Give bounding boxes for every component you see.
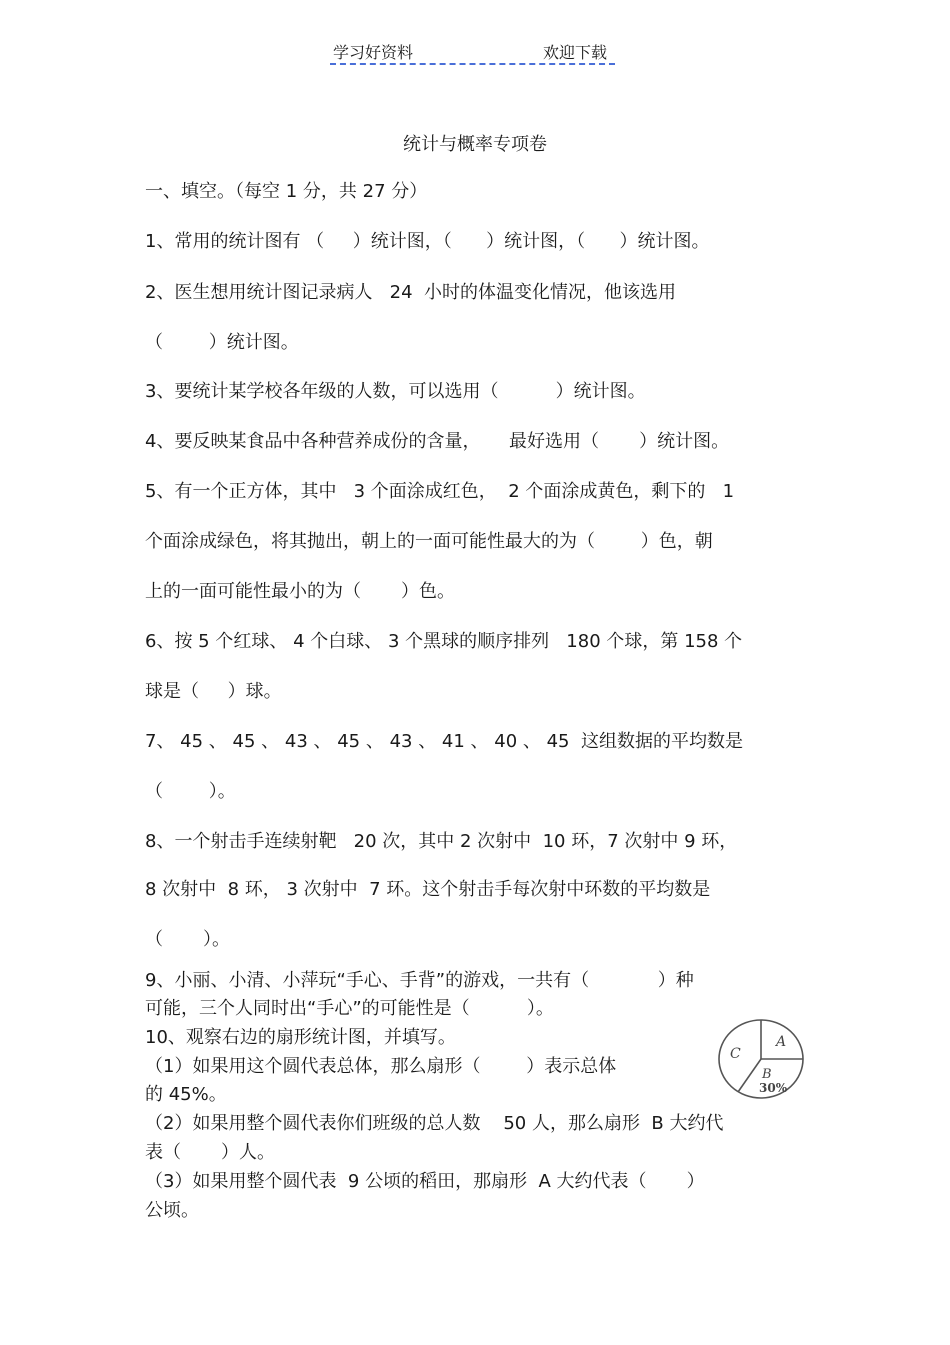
pie-separator-lower (738, 1059, 761, 1092)
question-1: 1、常用的统计图有 （ ）统计图，（ ）统计图，（ ）统计图。 (145, 231, 710, 252)
header-divider (330, 63, 615, 65)
pie-label-b-percent: 30% (759, 1081, 788, 1095)
section-heading: 一、填空。（每空 1 分，共 27 分） (145, 181, 428, 202)
header-right-text: 欢迎下载 (543, 43, 608, 62)
question-6-line-2: 球是（ ）球。 (145, 681, 282, 702)
question-9-line-1: 9、小丽、小清、小萍玩“手心、手背”的游戏，一共有（ ）种 (145, 970, 694, 991)
question-10-part-2-line-1: （2）如果用整个圆代表你们班级的总人数 50 人，那么扇形 B 大约代 (145, 1113, 724, 1134)
question-8-line-3: （ ）。 (145, 929, 231, 950)
question-10-part-1-line-1: （1）如果用这个圆代表总体，那么扇形（ ）表示总体 (145, 1056, 617, 1077)
pie-label-a: A (776, 1034, 787, 1050)
question-10-part-3-line-2: 公顷。 (145, 1200, 199, 1221)
question-9-line-2: 可能，三个人同时出“手心”的可能性是（ ）。 (145, 998, 554, 1019)
question-10-part-1-line-2: 的 45%。 (145, 1084, 227, 1105)
question-7-line-2: （ ）。 (145, 781, 236, 802)
question-3: 3、要统计某学校各年级的人数，可以选用（ ）统计图。 (145, 381, 646, 402)
question-2-line-2: （ ）统计图。 (145, 332, 299, 353)
question-8-line-2: 8 次射中 8 环， 3 次射中 7 环。这个射击手每次射中环数的平均数是 (145, 879, 711, 900)
question-5-line-3: 上的一面可能性最小的为（ ）色。 (145, 581, 456, 602)
question-10-part-3-line-1: （3）如果用整个圆代表 9 公顷的稻田，那扇形 A 大约代表（ ） (145, 1171, 705, 1192)
question-10-part-2-line-2: 表（ ）人。 (145, 1142, 276, 1163)
question-7-line-1: 7、 45 、 45 、 43 、 45 、 43 、 41 、 40 、 45 这组数据的平均数是 (145, 731, 743, 752)
page-title: 统计与概率专项卷 (403, 134, 547, 155)
header-left-text: 学习好资料 (333, 43, 414, 62)
pie-label-b: B (762, 1067, 772, 1082)
pie-chart (716, 1018, 806, 1100)
question-5-line-1: 5、有一个正方体，其中 3 个面涂成红色， 2 个面涂成黄色，剩下的 1 (145, 481, 735, 502)
question-10-heading: 10、观察右边的扇形统计图，并填写。 (145, 1027, 456, 1048)
question-2-line-1: 2、医生想用统计图记录病人 24 小时的体温变化情况，他该选用 (145, 282, 676, 303)
question-8-line-1: 8、一个射击手连续射靶 20 次，其中 2 次射中 10 环，7 次射中 9 环， (145, 831, 738, 852)
question-4: 4、要反映某食品中各种营养成份的含量， 最好选用（ ）统计图。 (145, 431, 730, 452)
question-5-line-2: 个面涂成绿色，将其抛出，朝上的一面可能性最大的为（ ）色，朝 (145, 531, 713, 552)
pie-label-c: C (730, 1046, 741, 1062)
question-6-line-1: 6、按 5 个红球、 4 个白球、 3 个黑球的顺序排列 180 个球，第 158 个 (145, 631, 743, 652)
